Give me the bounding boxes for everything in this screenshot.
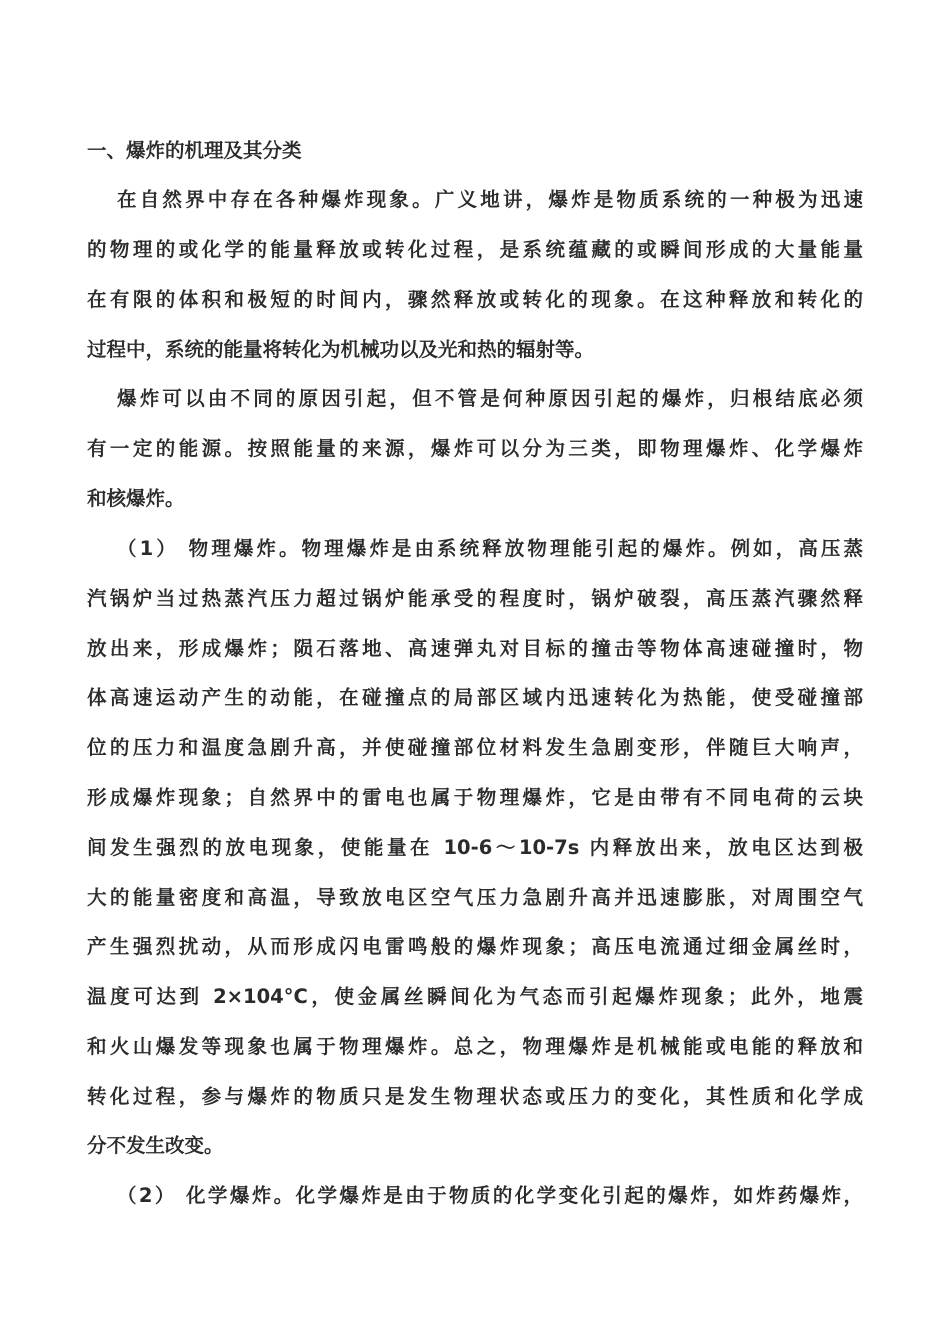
paragraph-1-line-4: 过程中，系统的能量将转化为机械功以及光和热的辐射等。	[87, 338, 595, 361]
paragraph-1-line-2: 的物理的或化学的能量释放或转化过程，是系统蕴藏的或瞬间形成的大量能量	[87, 238, 863, 261]
paragraph-3-line-6: 形成爆炸现象；自然界中的雷电也属于物理爆炸，它是由带有不同电荷的云块	[87, 786, 863, 809]
paragraph-3-line-13: 分不发生改变。	[87, 1134, 224, 1157]
paragraph-1-line-3: 在有限的体积和极短的时间内，骤然释放或转化的现象。在这种释放和转化的	[87, 288, 863, 311]
paragraph-3-line-2: 汽锅炉当过热蒸汽压力超过锅炉能承受的程度时，锅炉破裂，高压蒸汽骤然释	[87, 587, 863, 610]
paragraph-3-line-4: 体高速运动产生的动能，在碰撞点的局部区域内迅速转化为热能，使受碰撞部	[87, 686, 863, 709]
paragraph-2-line-3: 和核爆炸。	[87, 487, 185, 510]
paragraph-3-line-8: 大的能量密度和高温，导致放电区空气压力急剧升高并迅速膨胀，对周围空气	[87, 886, 863, 909]
paragraph-3-line-9: 产生强烈扰动，从而形成闪电雷鸣般的爆炸现象；高压电流通过细金属丝时，	[87, 935, 863, 958]
paragraph-3-line-1: （1） 物理爆炸。物理爆炸是由系统释放物理能引起的爆炸。例如，高压蒸	[117, 537, 863, 560]
paragraph-3-line-5: 位的压力和温度急剧升高，并使碰撞部位材料发生急剧变形，伴随巨大响声，	[87, 736, 863, 759]
paragraph-1-line-1: 在自然界中存在各种爆炸现象。广义地讲，爆炸是物质系统的一种极为迅速	[117, 188, 863, 211]
section-heading: 一、爆炸的机理及其分类	[87, 139, 302, 162]
paragraph-2-line-1: 爆炸可以由不同的原因引起，但不管是何种原因引起的爆炸，归根结底必须	[117, 387, 863, 410]
paragraph-3-line-10: 温度可达到 2×104°C，使金属丝瞬间化为气态而引起爆炸现象；此外，地震	[87, 985, 863, 1008]
paragraph-4-line-1: （2） 化学爆炸。化学爆炸是由于物质的化学变化引起的爆炸，如炸药爆炸，	[117, 1184, 863, 1207]
paragraph-3-line-7: 间发生强烈的放电现象，使能量在 10-6～10-7s 内释放出来，放电区达到极	[87, 836, 863, 859]
paragraph-3-line-11: 和火山爆发等现象也属于物理爆炸。总之，物理爆炸是机械能或电能的释放和	[87, 1035, 863, 1058]
paragraph-2-line-2: 有一定的能源。按照能量的来源，爆炸可以分为三类，即物理爆炸、化学爆炸	[87, 437, 863, 460]
paragraph-3-line-3: 放出来，形成爆炸；陨石落地、高速弹丸对目标的撞击等物体高速碰撞时，物	[87, 637, 863, 660]
paragraph-3-line-12: 转化过程，参与爆炸的物质只是发生物理状态或压力的变化，其性质和化学成	[87, 1085, 863, 1108]
